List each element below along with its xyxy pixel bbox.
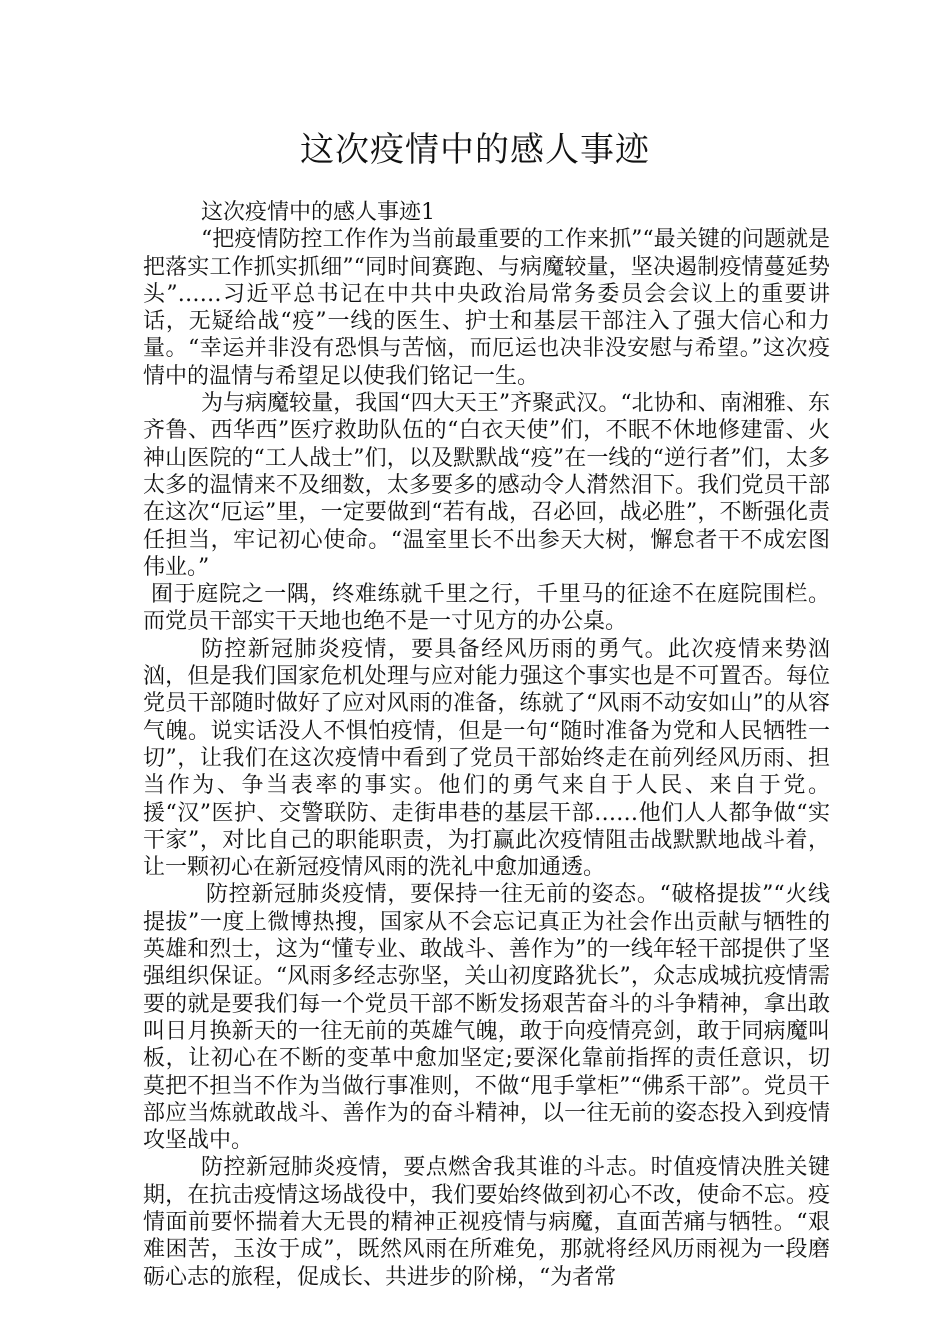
paragraph-6: 防控新冠肺炎疫情，要点燃舍我其谁的斗志。时值疫情决胜关键期，在抗击疫情这场战役中，我们要始终做到初心不改，使命不忘。疫情面前要怀揣着大无畏的精神正视疫情与病魔，直面苦痛与牺牲。“艰难困苦，玉汝于成”，既然风雨在所难免，那就将经风历雨视为一段磨砺心志的旅程，促成长、共进步的阶梯，“为者常 [143, 1155, 830, 1290]
document-body [143, 199, 830, 1291]
paragraph-4: 防控新冠肺炎疫情，要具备经风历雨的勇气。此次疫情来势汹汹，但是我们国家危机处理与应对能力强这个事实也是不可置否。每位党员干部随时做好了应对风雨的准备，练就了“风雨不动安如山”的从容气魄。说实话没人不惧怕疫情，但是一句“随时准备为党和人民牺牲一切”，让我们在这次疫情中看到了党员干部始终走在前列经风历雨、担当作为、争当表率的事实。他们的勇气来自于人民、来自于党。援“汉”医护、交警联防、走街串巷的基层干部……他们人人都争做“实干家”，对比自己的职能职责，为打赢此次疫情阻击战默默地战斗着，让一颗初心在新冠疫情风雨的洗礼中愈加通透。 [143, 636, 830, 881]
paragraph-5: 防控新冠肺炎疫情，要保持一往无前的姿态。“破格提拔”“火线提拔”一度上微博热搜，国家从不会忘记真正为社会作出贡献与牺牲的英雄和烈士，这为“懂专业、敢战斗、善作为”的一线年轻干部提供了坚强组织保证。“风雨多经志弥坚，关山初度路犹长”，众志成城抗疫情需要的就是要我们每一个党员干部不断发扬艰苦奋斗的斗争精神，拿出敢叫日月换新天的一往无前的英雄气魄，敢于向疫情亮剑，敢于同病魔叫板，让初心在不断的变革中愈加坚定;要深化靠前指挥的责任意识，切莫把不担当不作为当做行事准则，不做“甩手掌柜”“佛系干部”。党员干部应当炼就敢战斗、善作为的奋斗精神，以一往无前的姿态投入到疫情攻坚战中。 [143, 882, 830, 1154]
paragraph-1: “把疫情防控工作作为当前最重要的工作来抓”“最关键的问题就是把落实工作抓实抓细”“同时间赛跑、与病魔较量，坚决遏制疫情蔓延势头”……习近平总书记在中共中央政治局常务委员会会议上的重要讲话，无疑给战“疫”一线的医生、护士和基层干部注入了强大信心和力量。“幸运并非没有恐惧与苦恼，而厄运也决非没安慰与希望。”这次疫情中的温情与希望足以使我们铭记一生。 [143, 227, 830, 389]
paragraph-2: 为与病魔较量，我国“四大天王”齐聚武汉。“北协和、南湘雅、东齐鲁、西华西”医疗救助队伍的“白衣天使”们，不眠不休地修建雷、火神山医院的“工人战士”们，以及默默战“疫”在一线的“逆行者”们，太多太多的温情来不及细数，太多要多的感动令人潸然泪下。我们党员干部在这次“厄运”里，一定要做到“若有战，召必回，战必胜”，不断强化责任担当，牢记初心使命。“温室里长不出参天大树，懈怠者干不成宏图伟业。” [143, 391, 830, 580]
paragraph-3: 囿于庭院之一隅，终难练就千里之行，千里马的征途不在庭院围栏。而党员干部实干天地也绝不是一寸见方的办公桌。 [143, 582, 830, 635]
section-heading: 这次疫情中的感人事迹1 [201, 200, 435, 225]
document-title: 这次疫情中的感人事迹 [300, 130, 650, 170]
